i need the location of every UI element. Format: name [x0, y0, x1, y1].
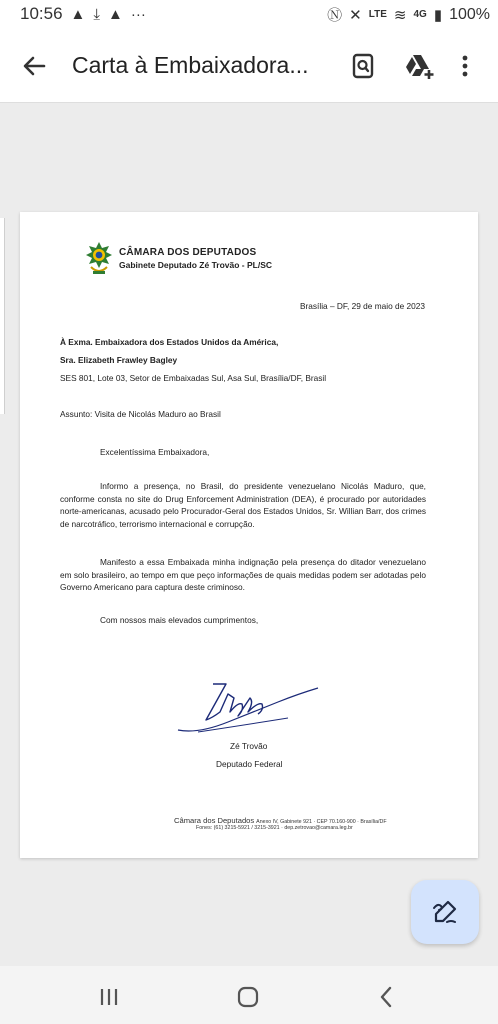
signer-title: Deputado Federal [216, 759, 283, 769]
signal-icon: ▮ [433, 6, 443, 24]
more-notifications-icon: ··· [130, 5, 146, 23]
find-in-document-button[interactable] [347, 50, 379, 82]
back-arrow-icon [18, 50, 50, 82]
closing-line: Com nossos mais elevados cumprimentos, [100, 615, 259, 625]
recents-icon [96, 984, 122, 1010]
edit-sign-icon [431, 898, 459, 926]
letterhead-title: CÂMARA DOS DEPUTADOS [119, 247, 257, 258]
lte-label: LTE [368, 9, 387, 20]
recipient-address: SES 801, Lote 03, Setor de Embaixadas Sul, Asa Sul, Brasília/DF, Brasil [60, 373, 327, 383]
signer-name: Zé Trovão [230, 741, 268, 751]
document-search-icon [347, 50, 379, 82]
document-title: Carta à Embaixadora... [72, 52, 309, 78]
mute-icon: ✕ [349, 6, 362, 24]
fill-and-sign-button[interactable] [411, 880, 479, 944]
system-nav-bar [0, 966, 498, 1024]
footer-address: Anexo IV, Gabinete 921 · CEP 70.160-900 · Brasília/DF [256, 819, 387, 825]
handwritten-signature [168, 672, 328, 740]
status-time: 10:56 [20, 4, 63, 23]
document-page [20, 212, 478, 858]
recipient-line-1: À Exma. Embaixadora dos Estados Unidos da América, [60, 337, 279, 347]
coat-of-arms-icon [84, 240, 114, 276]
drive-add-icon [403, 50, 435, 82]
warning-icon: ▲ [70, 5, 86, 23]
status-bar [0, 0, 498, 30]
salutation: Excelentíssima Embaixadora, [100, 447, 210, 457]
download-icon: ⤓ [93, 5, 101, 23]
paragraph-2: Manifesto a essa Embaixada minha indignação pela presença do ditador venezuelano em solo brasileiro, ao tempo em que peço informações de quais medidas podem ser adotadas pelo Governo Americano para captura deste criminoso. [60, 557, 426, 592]
more-options-button[interactable] [455, 50, 475, 82]
warning-icon: ▲ [108, 5, 123, 23]
subject-line: Assunto: Visita de Nicolás Maduro ao Brasil [60, 409, 221, 419]
recents-button[interactable] [96, 984, 122, 1010]
letterhead-subtitle: Gabinete Deputado Zé Trovão - PL/SC [119, 260, 273, 270]
home-button[interactable] [235, 984, 261, 1010]
recipient-line-2: Sra. Elizabeth Frawley Bagley [60, 355, 178, 365]
footer-contacts: Fones: (61) 3215-5921 / 3215-3921 · dep.zetrovao@camara.leg.br [196, 825, 353, 831]
home-icon [235, 984, 261, 1010]
status-left [20, 4, 146, 24]
footer-org: Câmara dos Deputados [174, 816, 255, 825]
more-vert-icon [455, 50, 475, 82]
back-icon [374, 984, 400, 1010]
wifi-icon: ≋ [393, 6, 407, 24]
paragraph-1: Informo a presença, no Brasil, do presidente venezuelano Nicolás Maduro, que, conforme consta no site do Drug Enforcement Administration (DEA), é procurado por autoridades norte-americanas, acusado pelo Procurador-Geral dos Estados Unidos, Sr. Willian Barr, dos crimes de narcotráfico, terrorismo internacional e corrupção. [60, 481, 426, 529]
battery-level: 100% [449, 5, 490, 23]
date-line: Brasília – DF, 29 de maio de 2023 [300, 301, 425, 311]
status-right [327, 4, 490, 25]
previous-page-edge [0, 218, 5, 414]
network-label: 4G [413, 9, 427, 20]
footer-line-1 [174, 816, 387, 825]
back-button[interactable] [18, 50, 50, 82]
add-to-drive-button[interactable] [403, 50, 435, 82]
app-bar [0, 30, 498, 103]
nfc-icon: Ⓝ [327, 7, 343, 24]
nav-back-button[interactable] [374, 984, 400, 1010]
